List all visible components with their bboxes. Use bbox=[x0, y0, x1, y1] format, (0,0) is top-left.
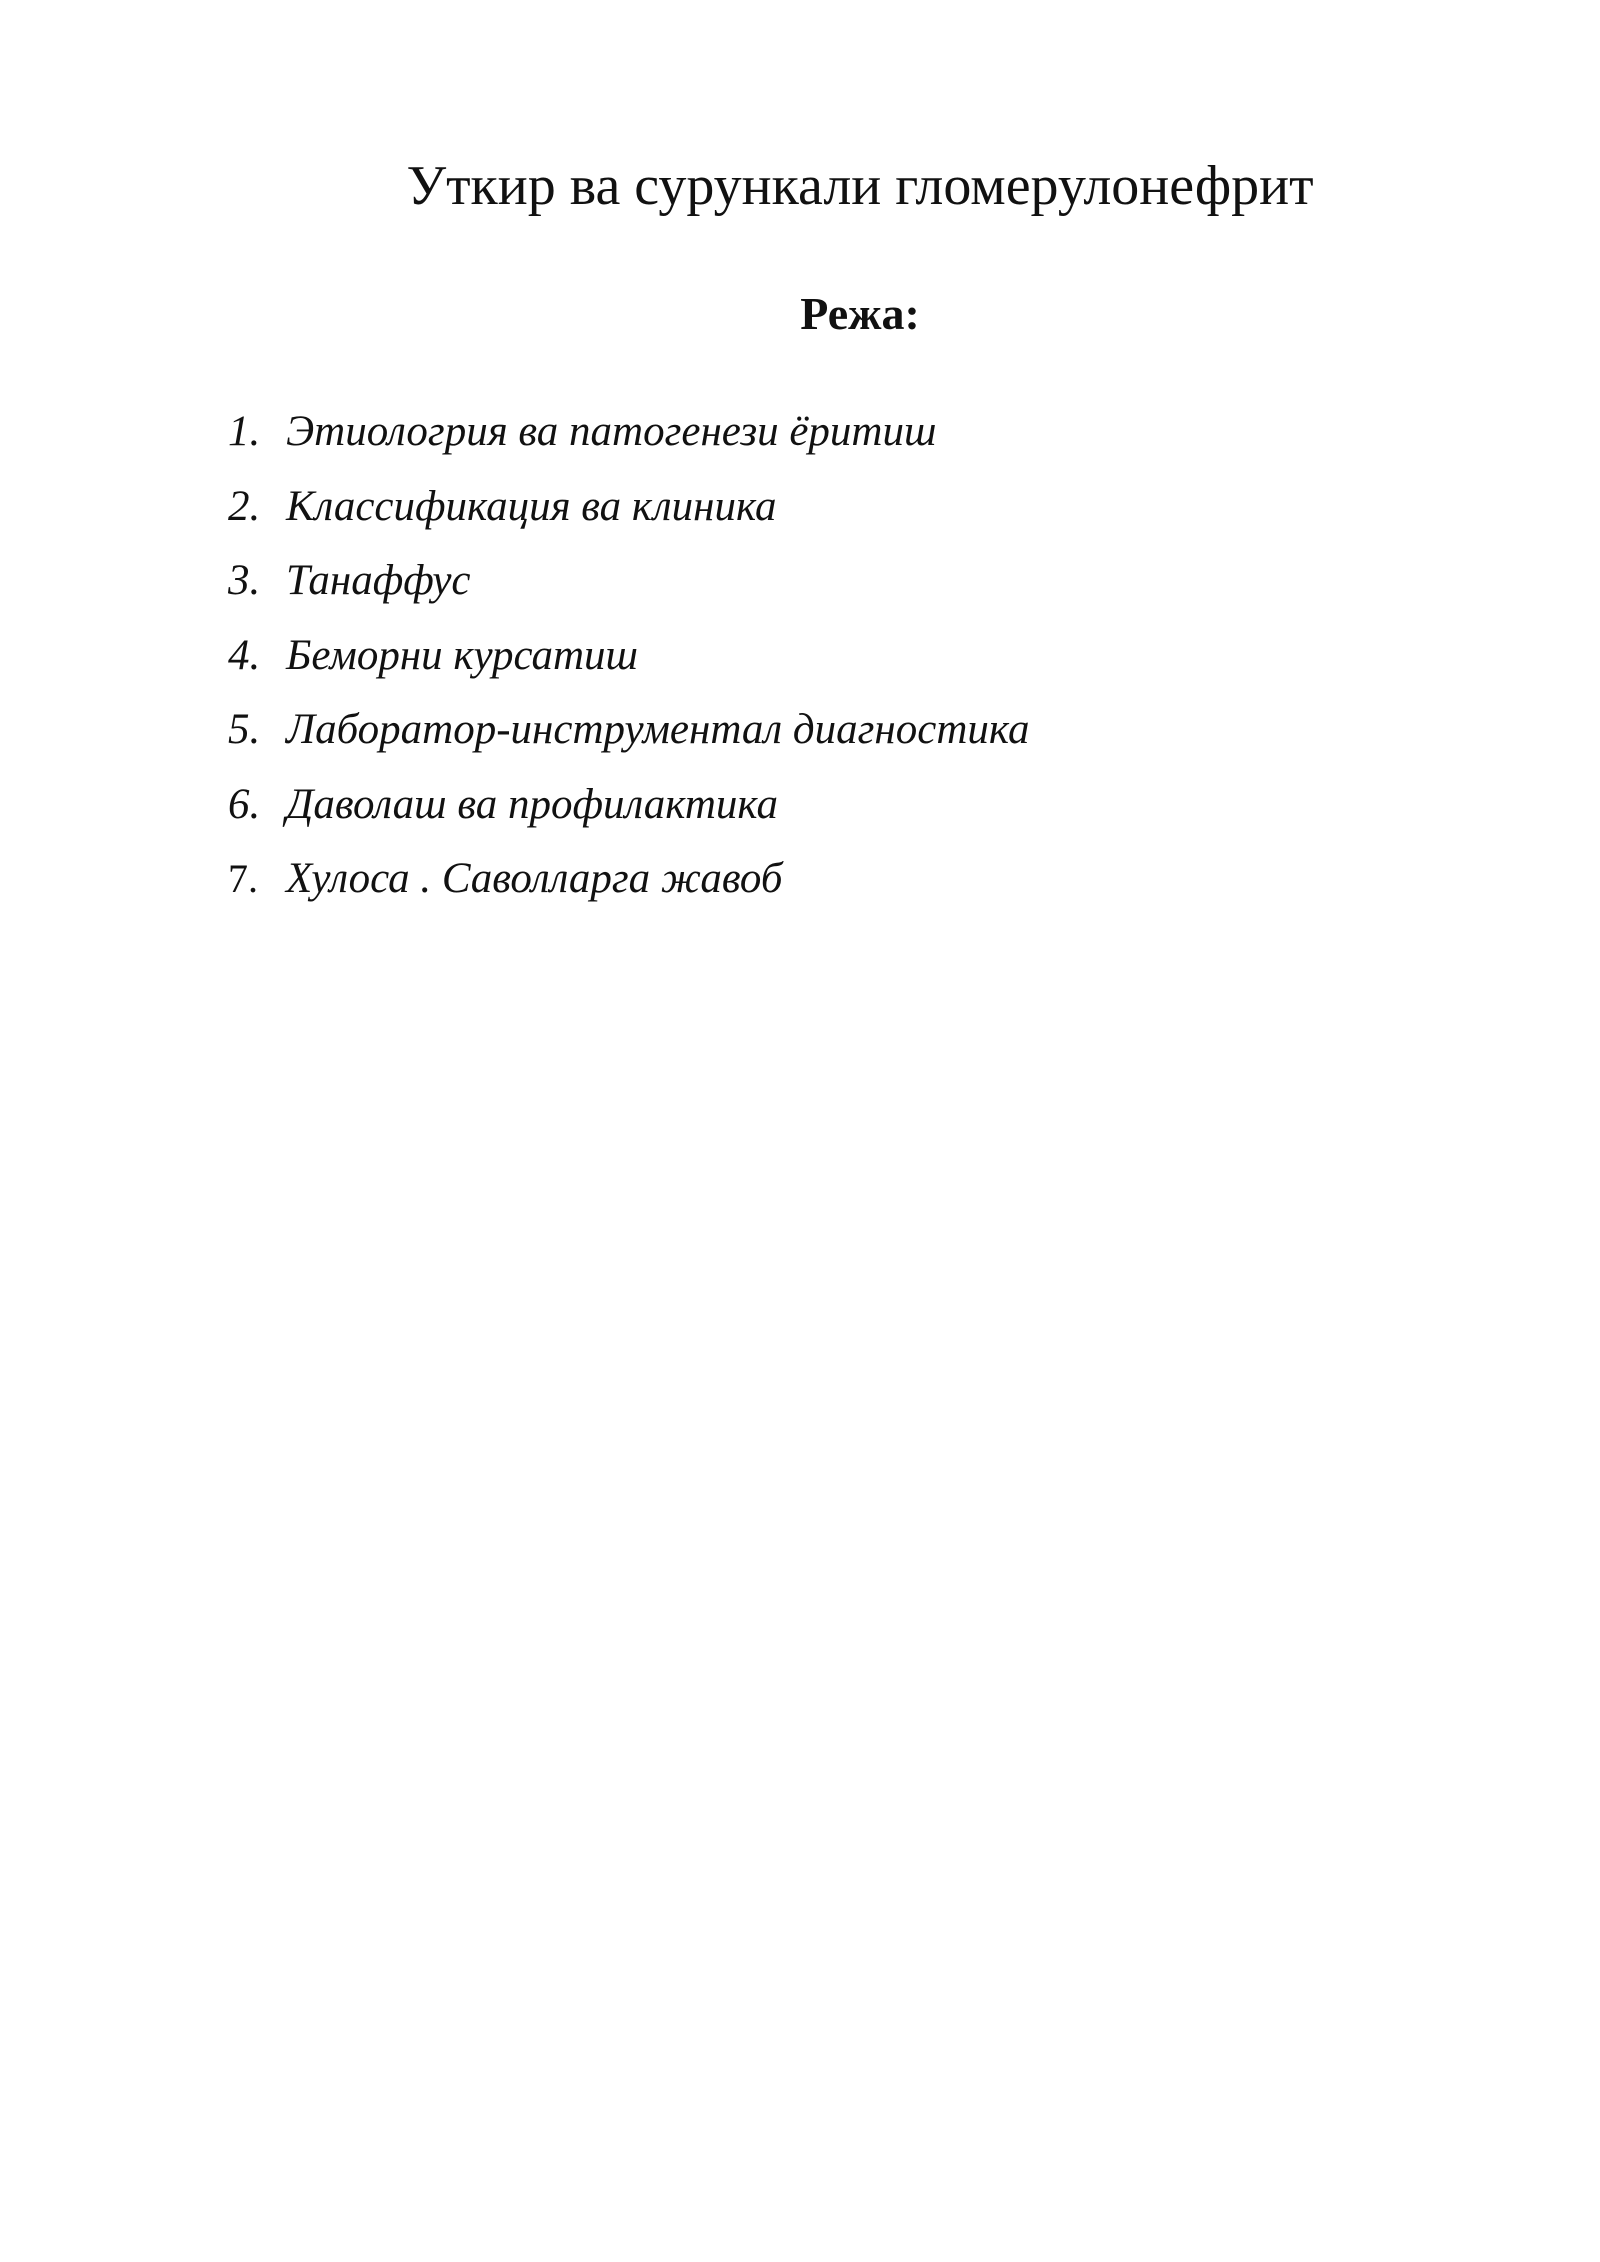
plan-item-text: Классификация ва клиника bbox=[286, 482, 777, 530]
plan-item bbox=[228, 700, 1029, 775]
plan-item-text: Лаборатор-инструментал диагностика bbox=[286, 706, 1030, 753]
plan-item bbox=[228, 849, 1029, 924]
plan-item bbox=[228, 775, 1029, 850]
plan-item bbox=[228, 626, 1029, 701]
plan-item-number: 1. bbox=[228, 408, 261, 455]
plan-item-number: 4. bbox=[228, 631, 261, 679]
plan-item-text: Беморни курсатиш bbox=[286, 631, 639, 679]
document-title: Уткир ва сурункали гломерулонефрит bbox=[406, 155, 1314, 217]
plan-item-text: Даволаш ва профилактика bbox=[286, 780, 778, 828]
plan-item bbox=[228, 477, 1029, 552]
plan-item-text: Танаффус bbox=[286, 557, 471, 604]
plan-item-number: 3. bbox=[228, 557, 261, 604]
plan-list bbox=[228, 402, 1029, 924]
plan-item-number: 2. bbox=[228, 482, 261, 530]
plan-item bbox=[228, 551, 1029, 626]
plan-item-number: 7. bbox=[228, 856, 258, 901]
plan-item-number: 5. bbox=[228, 706, 261, 753]
plan-heading: Режа: bbox=[800, 288, 920, 339]
plan-item-text: Хулоса . Саволларга жавоб bbox=[286, 855, 783, 902]
plan-item-text: Этиологрия ва патогенези ёритиш bbox=[286, 408, 937, 455]
plan-item bbox=[228, 402, 1029, 477]
plan-item-number: 6. bbox=[228, 780, 261, 828]
